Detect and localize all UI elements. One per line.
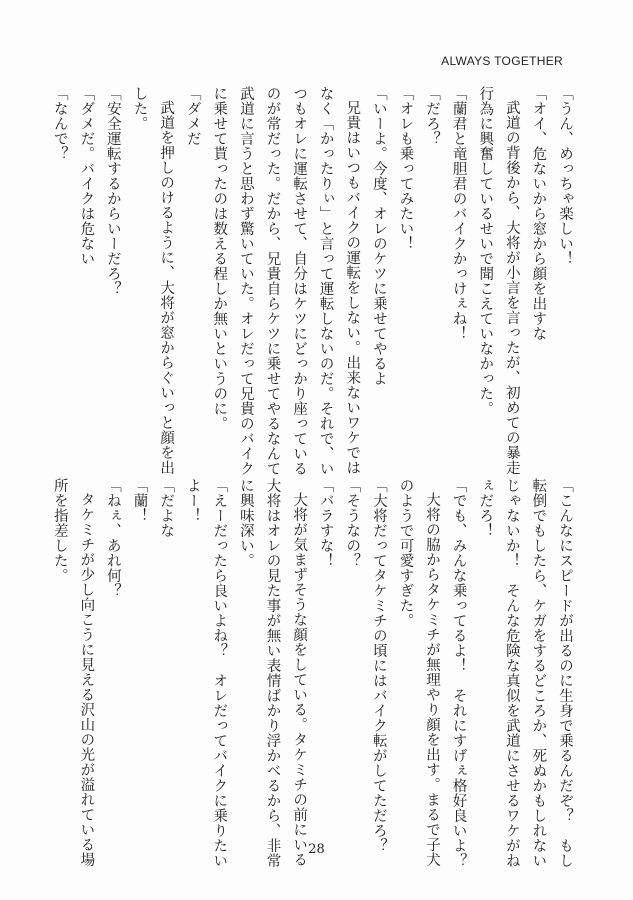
text-line: 「えーだったら良いよね？ オレだってバイクに乗りたい: [211, 478, 228, 868]
text-line: のが常だった。だから、兄貴自らケツに乗せてやるなんて: [264, 86, 281, 476]
text-line: に興味深い。: [237, 478, 254, 568]
text-line: 所を指差した。: [51, 478, 68, 583]
text-line: つもオレに運転させて、自分はケツにどっかり座っている: [291, 86, 308, 476]
text-line: タケミチが少し向こうに見える沢山の光が溢れている場: [78, 492, 95, 867]
text-line: した。: [131, 86, 148, 131]
text-line: 武道に言うと思わず驚いていた。オレだって兄貴のバイク: [237, 86, 254, 476]
text-line: 「ねぇ、あれ何？: [104, 478, 121, 598]
text-line: ぇだろ！: [477, 478, 494, 538]
text-line: 「だろ？: [424, 86, 441, 146]
text-line: 「安全運転するからいーだろ？: [104, 86, 121, 296]
text-line: じゃないか！ そんな危険な真似を武道にさせるワケがね: [503, 478, 520, 868]
text-line: 大将が気まずそうな顔をしている。タケミチの前にいる: [291, 492, 308, 867]
text-line: 「蘭君と竜胆君のバイクかっけぇね！: [450, 86, 467, 341]
text-line: 「バラすな！: [317, 478, 334, 568]
upper-text-block: [46, 86, 578, 476]
text-line: 「蘭！: [131, 478, 148, 523]
text-line: 「大将だってタケミチの頃にはバイク転がしてただろ？: [370, 478, 387, 853]
text-line: 「いーよ。今度、オレのケツに乗せてやるよ: [370, 86, 387, 386]
text-line: 大将はオレの見た事が無い表情ばかり浮かべるから、非常: [264, 478, 281, 868]
page-number: 28: [308, 842, 325, 857]
running-title: ALWAYS TOGETHER: [441, 54, 563, 68]
text-line: 武道を押しのけるように、大将が窓からぐいっと顔を出: [158, 100, 175, 475]
text-line: 「なんで？: [51, 86, 68, 161]
text-line: 武道の背後から、大将が小言を言ったが、初めての暴走: [503, 100, 520, 475]
text-line: のようで可愛すぎた。: [397, 478, 414, 628]
text-line: 「でも、みんな乗ってるよ！ それにすげぇ格好良いよ？: [450, 478, 467, 868]
text-line: 転倒でもしたら、ケガをするどころか、死ぬかもしれない: [530, 478, 547, 868]
text-line: に乗せて貰ったのは数える程しか無いというのに。: [211, 86, 228, 431]
text-line: よー！: [184, 478, 201, 523]
text-line: 「うん、めっちゃ楽しい！: [557, 86, 573, 266]
text-line: 「こんなにスピードが出るのに生身で乗るんだぞ？ もし: [557, 478, 573, 868]
text-line: 行為に興奮しているせいで聞こえていなかった。: [477, 86, 494, 416]
text-line: 「オイ、危ないから窓から顔を出すな: [530, 86, 547, 341]
text-line: 「オレも乗ってみたい！: [397, 86, 414, 251]
text-line: 「そうなの？: [344, 478, 361, 568]
text-line: なく「かったりぃ」と言って運転しないのだ。それで、い: [317, 86, 334, 476]
text-line: 「ダメだ: [184, 86, 201, 146]
text-line: 「ダメだ。バイクは危ない: [78, 86, 95, 266]
text-line: 大将の脇からタケミチが無理やり顔を出す。まるで子犬: [424, 492, 441, 867]
text-line: 「だよな: [158, 478, 175, 538]
text-line: 兄貴はいつもバイクの運転をしない。出来ないワケでは: [344, 100, 361, 475]
